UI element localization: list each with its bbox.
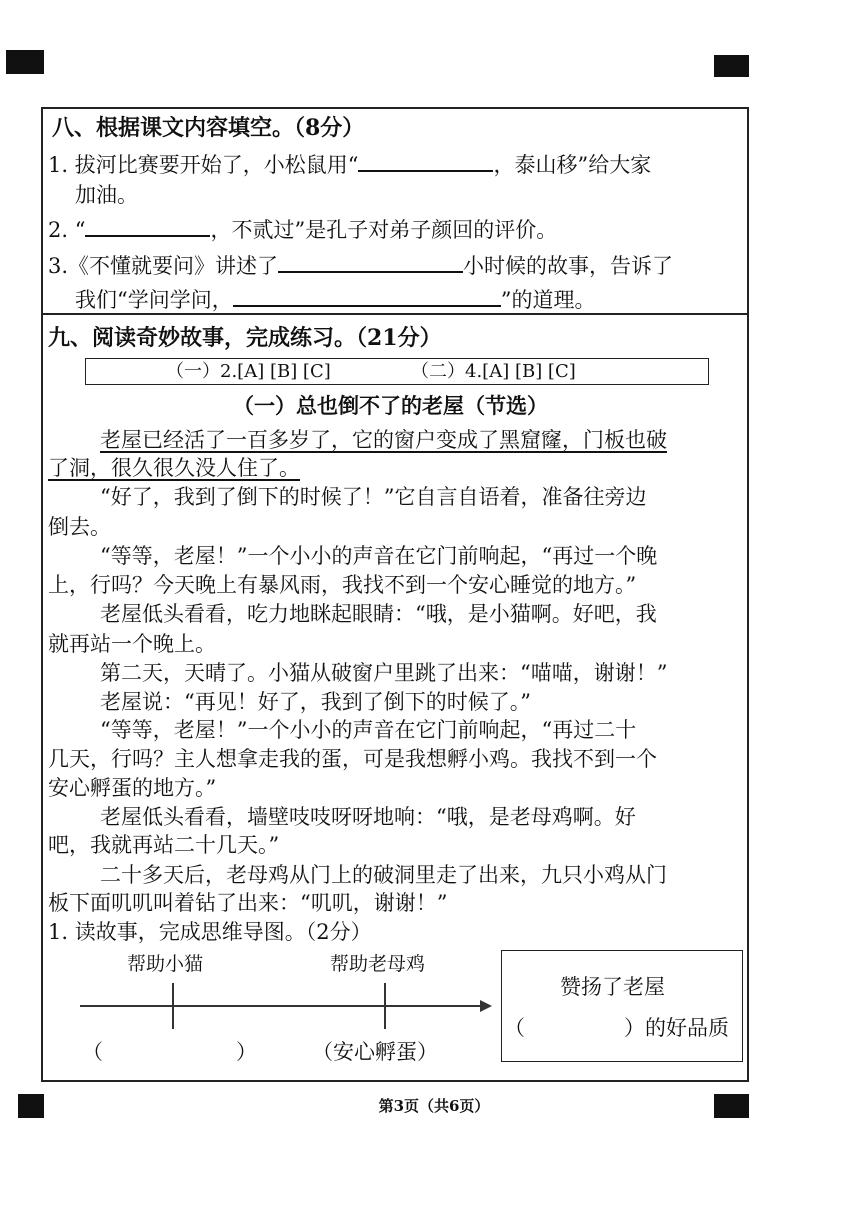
section9-q1: 1. 读故事，完成思维导图。（2分） (48, 920, 372, 944)
passage-line-5: “等等，老屋！”一个小小的声音在它门前响起，“再过一个晚 (100, 544, 658, 568)
registration-mark-top-right (714, 55, 749, 77)
blank-q3a[interactable] (278, 251, 463, 273)
blank-q3b[interactable] (233, 285, 501, 307)
summary-open: （ (504, 1016, 525, 1040)
mindmap-answer2: （安心孵蛋） (312, 1040, 438, 1064)
answer-bubble-box (85, 358, 709, 385)
mindmap-answer1-close: ） (236, 1040, 257, 1064)
blank-q2[interactable] (85, 215, 210, 237)
passage-line-9: 第二天，天晴了。小猫从破窗户里跳了出来：“喵喵，谢谢！” (100, 661, 668, 685)
page-footer: 第3页（共6页） (378, 1097, 490, 1115)
mindmap-timeline (80, 1005, 482, 1007)
section8-q1-cont: 加油。 (75, 183, 138, 207)
passage-line-2: 了洞，很久很久没人住了。 (48, 456, 300, 480)
section8-q2: 2. “ ，不贰过”是孔子对弟子颜回的评价。 (48, 215, 557, 244)
passage-title: （一）总也倒不了的老屋（节选） (233, 393, 548, 418)
passage-line-16: 二十多天后，老母鸡从门上的破洞里走了出来，九只小鸡从门 (100, 863, 667, 887)
passage-line-8: 就再站一个晚上。 (48, 632, 216, 656)
passage-line-17: 板下面叽叽叫着钻了出来：“叽叽，谢谢！” (48, 891, 448, 915)
passage-line-6: 上，行吗？今天晚上有暴风雨，我找不到一个安心睡觉的地方。” (48, 573, 637, 597)
mindmap-tick-2 (384, 983, 386, 1029)
passage-line-12: 几天，行吗？主人想拿走我的蛋，可是我想孵小鸡。我找不到一个 (48, 747, 657, 771)
passage-line-13: 安心孵蛋的地方。” (48, 776, 217, 800)
answer-part1[interactable]: （一）2.[A] [B] [C] (166, 361, 331, 382)
section8-q1: 1. 拔河比赛要开始了，小松鼠用“ ，泰山移”给大家 (48, 150, 651, 179)
summary-blank[interactable] (530, 1014, 630, 1042)
section8-q3-cont: 我们“学问学问， ”的道理。 (75, 285, 596, 314)
summary-close: ）的好品质 (624, 1016, 729, 1040)
passage-line-1: 老屋已经活了一百多岁了，它的窗户变成了黑窟窿，门板也破 (100, 428, 667, 452)
answer-part2[interactable]: （二）4.[A] [B] [C] (411, 361, 576, 382)
mindmap-arrow-head (480, 1000, 492, 1012)
section9-title: 九、阅读奇妙故事，完成练习。（21分） (48, 325, 442, 351)
section8-title: 八、根据课文内容填空。（8分） (52, 115, 365, 141)
mindmap-label-help-cat: 帮助小猫 (127, 953, 204, 975)
passage-line-7: 老屋低头看看，吃力地眯起眼睛：“哦，是小猫啊。好吧，我 (100, 602, 657, 626)
passage-line-11: “等等，老屋！”一个小小的声音在它门前响起，“再过二十 (100, 718, 637, 742)
mindmap-tick-1 (172, 983, 174, 1029)
passage-line-4: 倒去。 (48, 515, 111, 539)
registration-mark-top-left (6, 50, 44, 74)
passage-line-14: 老屋低头看看，墙壁吱吱呀呀地响：“哦，是老母鸡啊。好 (100, 805, 636, 829)
passage-line-10: 老屋说：“再见！好了，我到了倒下的时候了。” (100, 690, 531, 714)
blank-q1[interactable] (358, 150, 493, 172)
summary-line1: 赞扬了老屋 (560, 975, 665, 999)
section8-q3: 3.《不懂就要问》讲述了 小时候的故事，告诉了 (48, 251, 673, 280)
passage-line-15: 吧，我就再站二十几天。” (48, 833, 280, 857)
passage-line-3: “好了，我到了倒下的时候了！”它自言自语着，准备往旁边 (100, 485, 647, 509)
mindmap-answer1-blank[interactable] (108, 1038, 236, 1066)
mindmap-label-help-hen: 帮助老母鸡 (330, 953, 426, 975)
mindmap-summary-box (501, 950, 743, 1062)
mindmap-answer1-open: （ (82, 1040, 103, 1064)
